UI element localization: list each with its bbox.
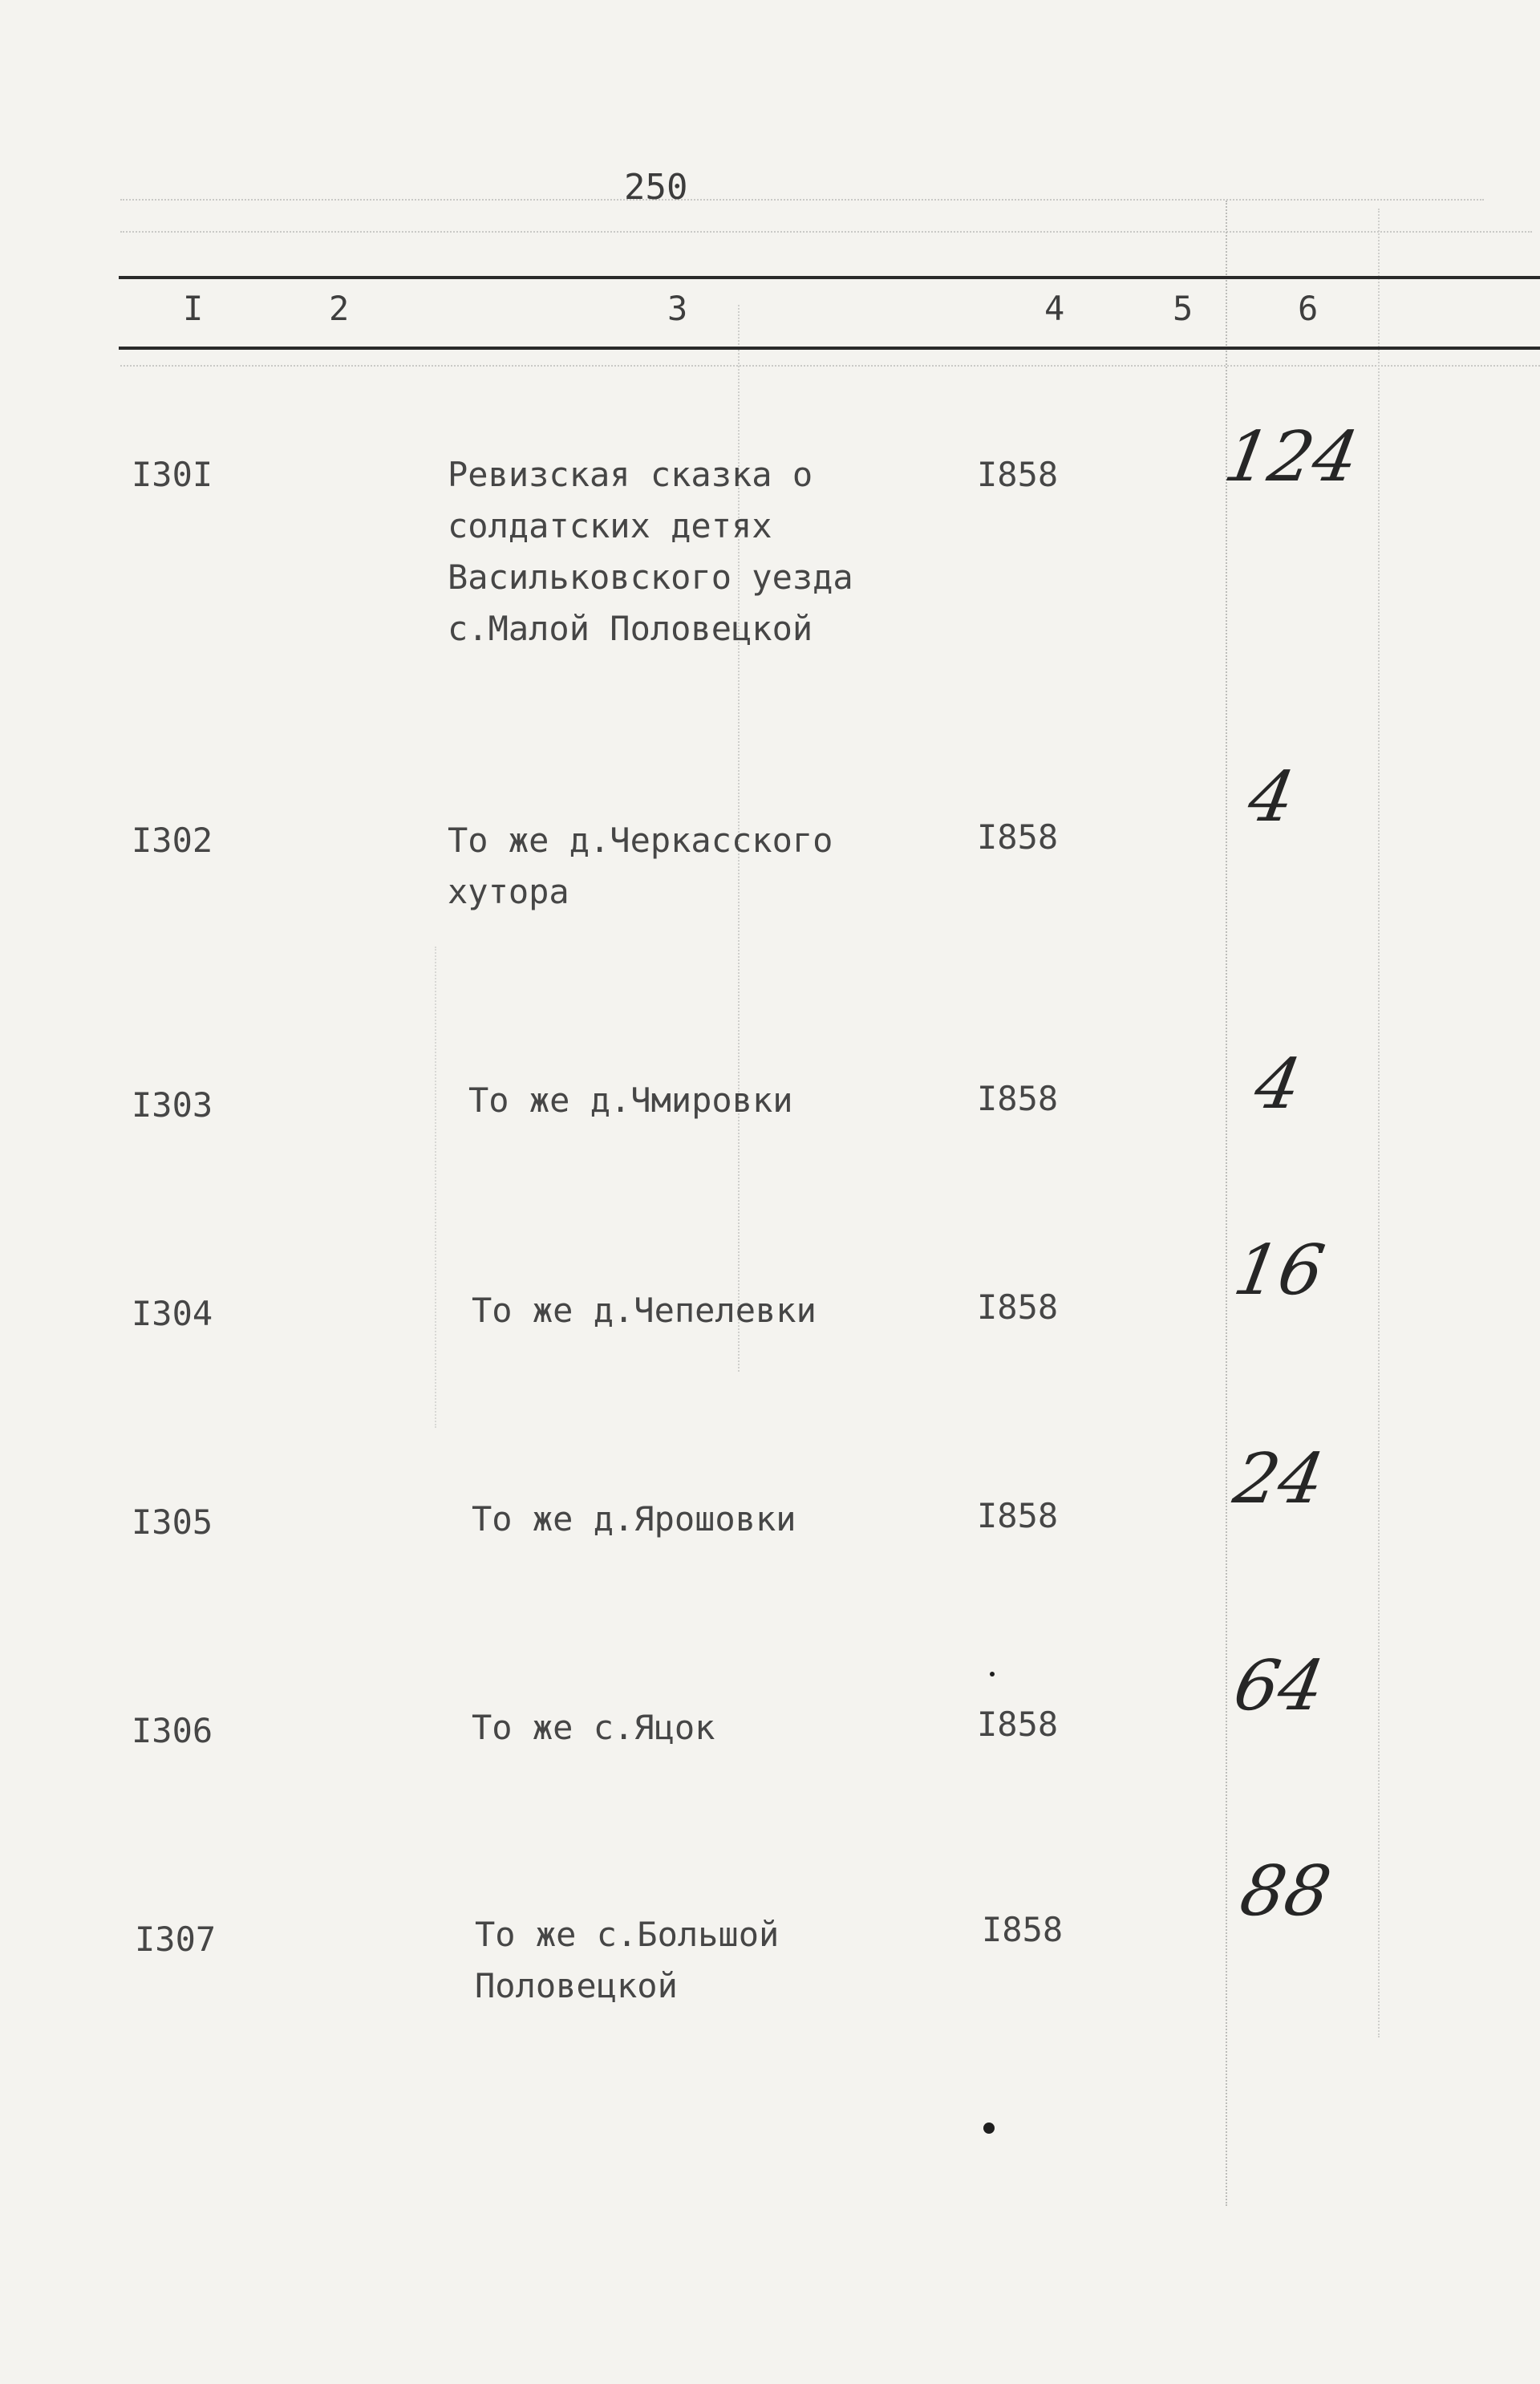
sheet-count-handwritten: 16 <box>1228 1231 1331 1311</box>
item-year: I858 <box>977 1705 1059 1744</box>
item-year: I858 <box>977 1287 1059 1327</box>
sheet-count-handwritten: 88 <box>1234 1851 1337 1932</box>
item-number: I304 <box>132 1294 213 1333</box>
header-top-rule <box>119 276 1540 279</box>
column-header-2: 2 <box>329 289 350 328</box>
dotted-column-line <box>435 947 436 1428</box>
ink-dot <box>990 1672 995 1677</box>
item-title-line: Ревизская сказка о <box>448 455 813 494</box>
item-number: I306 <box>132 1711 213 1750</box>
sheet-count-handwritten: 4 <box>1242 757 1301 837</box>
sheet-count-handwritten: 24 <box>1228 1439 1331 1519</box>
item-title-line: Васильковского уезда <box>448 557 853 597</box>
ink-dot <box>983 2122 995 2134</box>
item-title-line: То же д.Черкасского <box>448 821 833 860</box>
column-header-3: 3 <box>667 289 688 328</box>
item-year: I858 <box>977 455 1059 494</box>
column-header-5: 5 <box>1173 289 1194 328</box>
item-title-line: То же с.Большой <box>475 1915 780 1954</box>
item-number: I307 <box>135 1920 217 1959</box>
item-title-line: То же д.Ярошовки <box>472 1499 796 1539</box>
dotted-column-line <box>1226 201 1227 2206</box>
item-title-line: То же с.Яцок <box>472 1708 715 1747</box>
dotted-column-line <box>1378 209 1380 2037</box>
item-number: I305 <box>132 1502 213 1542</box>
item-number: I30I <box>132 455 213 494</box>
item-year: I858 <box>977 1496 1059 1535</box>
item-number: I303 <box>132 1085 213 1125</box>
column-header-1: I <box>183 289 204 328</box>
item-title-line: То же д.Чмировки <box>468 1081 793 1120</box>
sheet-count-handwritten: 64 <box>1228 1646 1331 1726</box>
dotted-guide-line <box>120 199 1484 201</box>
item-year: I858 <box>982 1910 1064 1949</box>
item-title-line: солдатских детях <box>448 506 772 545</box>
item-title-line: хутора <box>448 872 569 911</box>
page-number: 250 <box>624 167 688 208</box>
sheet-count-handwritten: 124 <box>1218 417 1364 497</box>
item-year: I858 <box>977 1079 1059 1118</box>
item-year: I858 <box>977 817 1059 857</box>
item-title-line: То же д.Чепелевки <box>472 1291 817 1330</box>
column-header-4: 4 <box>1044 289 1065 328</box>
dotted-guide-line <box>120 365 1540 367</box>
item-number: I302 <box>132 821 213 860</box>
column-header-6: 6 <box>1298 289 1319 328</box>
sheet-count-handwritten: 4 <box>1249 1044 1307 1125</box>
item-title-line: с.Малой Половецкой <box>448 609 813 648</box>
dotted-guide-line <box>120 231 1532 233</box>
item-title-line: Половецкой <box>475 1966 678 2005</box>
header-bottom-rule <box>119 347 1540 350</box>
